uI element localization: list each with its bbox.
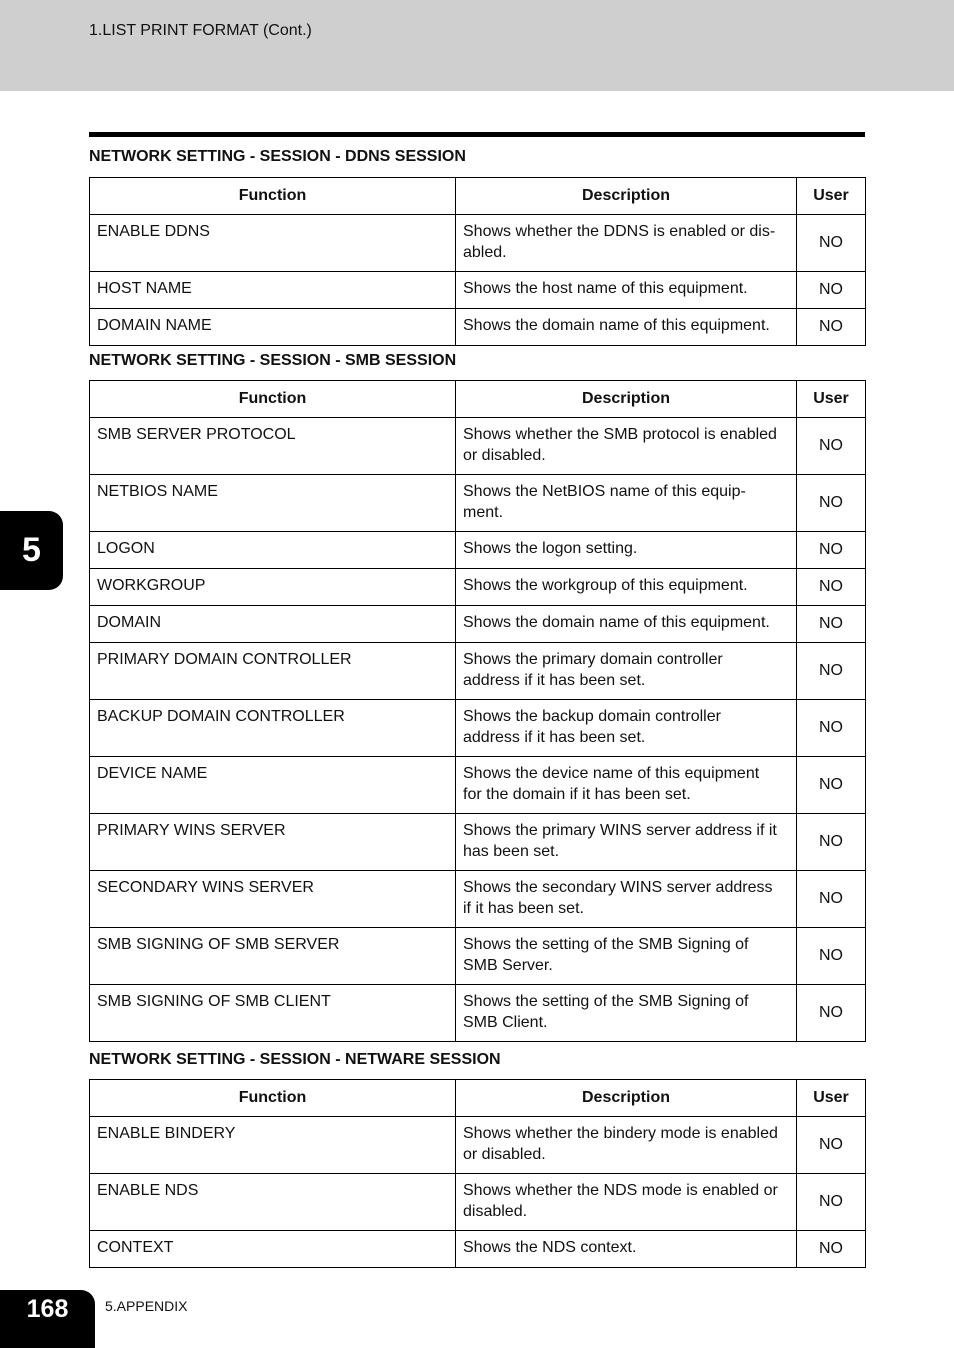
function-cell: BACKUP DOMAIN CONTROLLER <box>90 700 456 757</box>
page-header-band <box>0 0 954 91</box>
table-row <box>90 1231 866 1268</box>
chapter-tab: 5 <box>0 511 63 590</box>
table-row <box>90 814 866 871</box>
description-cell: Shows the domain name of this equipment. <box>456 309 797 346</box>
function-cell: PRIMARY WINS SERVER <box>90 814 456 871</box>
function-cell: ENABLE BINDERY <box>90 1117 456 1174</box>
column-header-user: User <box>797 381 866 418</box>
description-cell: Shows the NDS context. <box>456 1231 797 1268</box>
description-cell: Shows the setting of the SMB Signing of SMB Client. <box>456 985 797 1042</box>
table-row <box>90 606 866 643</box>
smb-session-table <box>89 380 866 1042</box>
table-row <box>90 757 866 814</box>
user-cell: NO <box>797 1231 866 1268</box>
user-cell: NO <box>797 928 866 985</box>
user-cell: NO <box>797 215 866 272</box>
netware-session-table <box>89 1079 866 1268</box>
ddns-session-table <box>89 177 866 346</box>
description-cell: Shows the primary domain controller address if it has been set. <box>456 643 797 700</box>
user-cell: NO <box>797 1174 866 1231</box>
description-cell: Shows the logon setting. <box>456 532 797 569</box>
description-cell: Shows the setting of the SMB Signing of SMB Server. <box>456 928 797 985</box>
description-cell: Shows whether the DDNS is enabled or dis- abled. <box>456 215 797 272</box>
column-header-user: User <box>797 1080 866 1117</box>
table-row <box>90 272 866 309</box>
user-cell: NO <box>797 814 866 871</box>
column-header-description: Description <box>456 381 797 418</box>
function-cell: SMB SERVER PROTOCOL <box>90 418 456 475</box>
table-row <box>90 700 866 757</box>
table-header-row <box>90 381 866 418</box>
section-divider-rule <box>89 132 865 137</box>
column-header-function: Function <box>90 381 456 418</box>
user-cell: NO <box>797 532 866 569</box>
description-cell: Shows the workgroup of this equipment. <box>456 569 797 606</box>
function-cell: NETBIOS NAME <box>90 475 456 532</box>
description-cell: Shows whether the SMB protocol is enabled or disabled. <box>456 418 797 475</box>
table-row <box>90 532 866 569</box>
user-cell: NO <box>797 418 866 475</box>
description-cell: Shows the device name of this equipment for the domain if it has been set. <box>456 757 797 814</box>
table-row <box>90 418 866 475</box>
function-cell: HOST NAME <box>90 272 456 309</box>
function-cell: DOMAIN <box>90 606 456 643</box>
description-cell: Shows the secondary WINS server address if it has been set. <box>456 871 797 928</box>
function-cell: SMB SIGNING OF SMB SERVER <box>90 928 456 985</box>
description-cell: Shows the NetBIOS name of this equip- ment. <box>456 475 797 532</box>
section-title-netware: NETWORK SETTING - SESSION - NETWARE SESSION <box>89 1051 501 1068</box>
user-cell: NO <box>797 700 866 757</box>
table-row <box>90 475 866 532</box>
function-cell: CONTEXT <box>90 1231 456 1268</box>
table-row <box>90 643 866 700</box>
function-cell: DOMAIN NAME <box>90 309 456 346</box>
table-row <box>90 871 866 928</box>
user-cell: NO <box>797 606 866 643</box>
function-cell: SMB SIGNING OF SMB CLIENT <box>90 985 456 1042</box>
user-cell: NO <box>797 643 866 700</box>
user-cell: NO <box>797 569 866 606</box>
table-row <box>90 1174 866 1231</box>
function-cell: ENABLE NDS <box>90 1174 456 1231</box>
user-cell: NO <box>797 757 866 814</box>
table-row <box>90 569 866 606</box>
user-cell: NO <box>797 1117 866 1174</box>
function-cell: ENABLE DDNS <box>90 215 456 272</box>
function-cell: WORKGROUP <box>90 569 456 606</box>
function-cell: DEVICE NAME <box>90 757 456 814</box>
user-cell: NO <box>797 871 866 928</box>
description-cell: Shows whether the bindery mode is enabled or disabled. <box>456 1117 797 1174</box>
description-cell: Shows the host name of this equipment. <box>456 272 797 309</box>
description-cell: Shows the domain name of this equipment. <box>456 606 797 643</box>
column-header-description: Description <box>456 178 797 215</box>
user-cell: NO <box>797 985 866 1042</box>
description-cell: Shows whether the NDS mode is enabled or disabled. <box>456 1174 797 1231</box>
footer-section-label: 5.APPENDIX <box>105 1298 188 1314</box>
column-header-function: Function <box>90 178 456 215</box>
function-cell: LOGON <box>90 532 456 569</box>
table-row <box>90 928 866 985</box>
user-cell: NO <box>797 309 866 346</box>
table-row <box>90 215 866 272</box>
page-number: 168 <box>0 1290 95 1348</box>
description-cell: Shows the primary WINS server address if it has been set. <box>456 814 797 871</box>
section-title-smb: NETWORK SETTING - SESSION - SMB SESSION <box>89 352 457 369</box>
column-header-function: Function <box>90 1080 456 1117</box>
page-header-title: 1.LIST PRINT FORMAT (Cont.) <box>89 22 312 39</box>
table-row <box>90 309 866 346</box>
user-cell: NO <box>797 475 866 532</box>
table-row <box>90 1117 866 1174</box>
column-header-description: Description <box>456 1080 797 1117</box>
column-header-user: User <box>797 178 866 215</box>
table-header-row <box>90 178 866 215</box>
section-title-ddns: NETWORK SETTING - SESSION - DDNS SESSION <box>89 148 466 165</box>
function-cell: PRIMARY DOMAIN CONTROLLER <box>90 643 456 700</box>
description-cell: Shows the backup domain controller address if it has been set. <box>456 700 797 757</box>
function-cell: SECONDARY WINS SERVER <box>90 871 456 928</box>
table-header-row <box>90 1080 866 1117</box>
user-cell: NO <box>797 272 866 309</box>
table-row <box>90 985 866 1042</box>
